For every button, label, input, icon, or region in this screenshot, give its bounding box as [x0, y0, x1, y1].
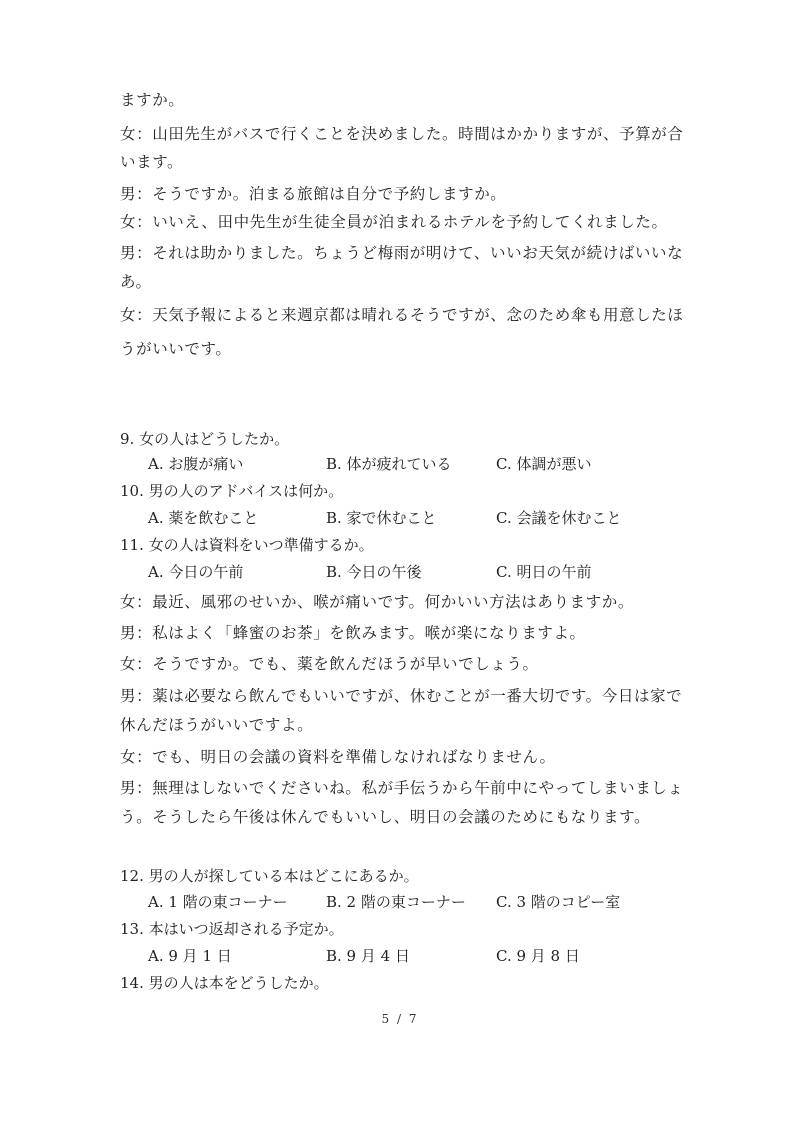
- page-number: 5 / 7: [381, 1012, 419, 1026]
- option-a: A. 1 階の東コーナー: [148, 893, 288, 911]
- dialogue-line: 女：いいえ、田中先生が生徒全員が泊まれるホテルを予約してくれました。: [120, 213, 668, 231]
- question-11: 11. 女の人は資料をいつ準備するか。: [120, 536, 374, 554]
- option-b: B. 9 月 4 日: [326, 947, 410, 965]
- option-a: A. 薬を飲むこと: [148, 509, 259, 527]
- option-c: C. 9 月 8 日: [496, 947, 580, 965]
- dialogue-line: 女：山田先生がバスで行くことを決めました。時間はかかりますが、予算が合: [120, 125, 684, 143]
- option-c: C. 会議を休むこと: [496, 509, 622, 527]
- option-a: A. 今日の午前: [148, 563, 244, 581]
- dialogue-line: 女：でも、明日の会議の資料を準備しなければなりません。: [120, 748, 556, 766]
- question-9: 9. 女の人はどうしたか。: [120, 430, 290, 448]
- dialogue-line: 男：私はよく「蜂蜜のお茶」を飲みます。喉が楽になりますよ。: [120, 624, 586, 642]
- dialogue-line: う。そうしたら午後は休んでもいいし、明日の会議のためにもなります。: [120, 808, 651, 826]
- dialogue-line: 休んだほうがいいですよ。: [120, 716, 314, 734]
- dialogue-line: 女：最近、風邪のせいか、喉が痛いです。何かいい方法はありますか。: [120, 593, 634, 611]
- dialogue-line: 男：無理はしないでくださいね。私が手伝うから午前中にやってしまいましょ: [120, 779, 684, 797]
- dialogue-line: うがいいです。: [120, 340, 232, 358]
- dialogue-line: 男：それは助かりました。ちょうど梅雨が明けて、いいお天気が続けばいいな: [120, 244, 684, 262]
- question-14: 14. 男の人は本をどうしたか。: [120, 974, 329, 992]
- question-12: 12. 男の人が探している本はどこにあるか。: [120, 867, 419, 885]
- dialogue-line: います。: [120, 153, 184, 171]
- dialogue-line: 男：薬は必要なら飲んでもいいですが、休むことが一番大切です。今日は家で: [120, 687, 683, 705]
- dialogue-line: 女：天気予報によると来週京都は晴れるそうですが、念のため傘も用意したほ: [120, 306, 684, 324]
- option-c: C. 明日の午前: [496, 563, 592, 581]
- option-a: A. 9 月 1 日: [148, 947, 232, 965]
- option-c: C. 体調が悪い: [496, 455, 592, 473]
- option-b: B. 体が疲れている: [326, 455, 452, 473]
- question-10: 10. 男の人のアドバイスは何か。: [120, 482, 344, 500]
- dialogue-line: 女：そうですか。でも、薬を飲んだほうが早いでしょう。: [120, 655, 539, 673]
- option-b: B. 今日の午後: [326, 563, 422, 581]
- dialogue-line: ますか。: [120, 91, 185, 109]
- dialogue-line: あ。: [120, 273, 152, 291]
- option-b: B. 家で休むこと: [326, 509, 437, 527]
- option-c: C. 3 階のコピー室: [496, 893, 621, 911]
- dialogue-line: 男：そうですか。泊まる旅館は自分で予約しますか。: [120, 185, 507, 203]
- question-13: 13. 本はいつ返却される予定か。: [120, 920, 344, 938]
- option-a: A. お腹が痛い: [148, 455, 244, 473]
- option-b: B. 2 階の東コーナー: [326, 893, 466, 911]
